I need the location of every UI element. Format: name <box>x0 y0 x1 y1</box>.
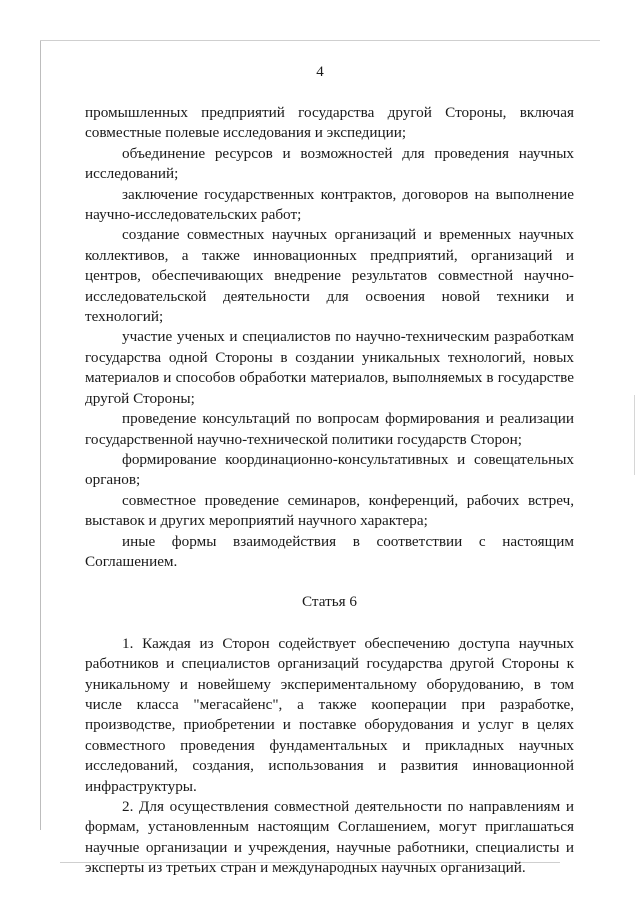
paragraph: совместное проведение семинаров, конференций, рабочих встреч, выставок и других мероприятий научного характера; <box>85 491 574 530</box>
document-body <box>85 103 574 879</box>
paragraph: объединение ресурсов и возможностей для проведения научных исследований; <box>85 144 574 183</box>
paragraph: формирование координационно-консультативных и совещательных органов; <box>85 450 574 489</box>
scan-border-left <box>40 40 41 830</box>
scan-edge-mark <box>634 395 635 475</box>
article-heading: Статья 6 <box>301 593 358 611</box>
paragraph: создание совместных научных организаций и временных научных коллективов, а также инновационных предприятий, организаций и центров, обеспечивающих внедрение результатов совместной научно-исследовательской деятельности для освоения новой техники и технологий; <box>85 226 574 326</box>
page-number: 4 <box>316 64 324 80</box>
paragraph: 1. Каждая из Сторон содействует обеспечению доступа научных работников и специалистов организаций государства другой Стороны к уникальному и новейшему экспериментальному оборудованию, в том числе класса "мегасайенс", а также кооперации при разработке, производстве, приобретении и поставке оборудования и услуг в целях совместного проведения фундаментальных и прикладных научных исследований, создания, использования и развития инновационной инфраструктуры. <box>85 634 574 795</box>
paragraph: заключение государственных контрактов, договоров на выполнение научно-исследовательских работ; <box>85 185 574 224</box>
scan-border-top <box>40 40 600 41</box>
paragraph-continuation: промышленных предприятий государства другой Стороны, включая совместные полевые исследования и экспедиции; <box>85 104 574 142</box>
paragraph: иные формы взаимодействия в соответствии с настоящим Соглашением. <box>85 532 574 570</box>
paragraph: проведение консультаций по вопросам формирования и реализации государственной научно-технической политики государств Сторон; <box>85 410 574 448</box>
paragraph: участие ученых и специалистов по научно-техническим разработкам государства одной Стороны в создании уникальных технологий, новых материалов и способов обработки материалов, выполняемых в государстве другой Стороны; <box>85 328 574 407</box>
paragraph: 2. Для осуществления совместной деятельности по направлениям и формам, установленным настоящим Соглашением, могут приглашаться научные организации и учреждения, научные работники, специалисты и эксперты из третьих стран и международных научных организаций. <box>85 798 574 877</box>
